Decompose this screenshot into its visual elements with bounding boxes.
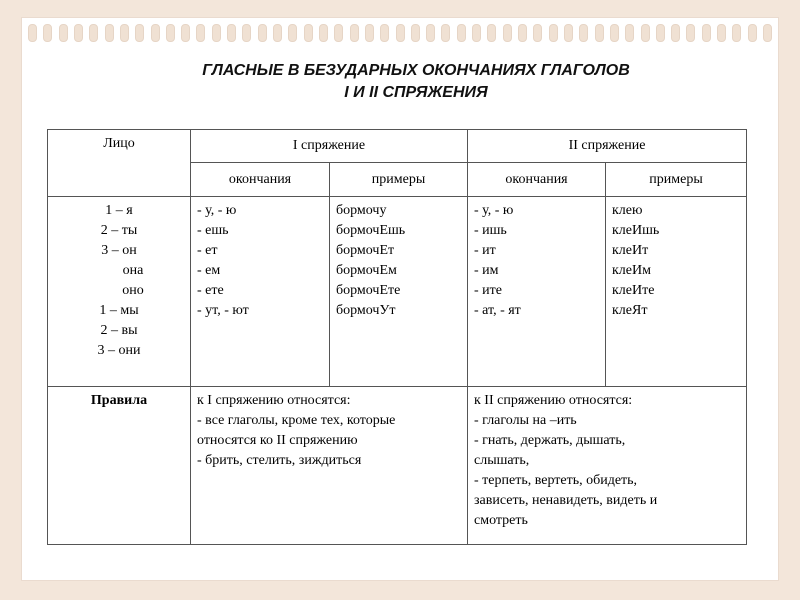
ending-item: - ит xyxy=(474,243,496,258)
header-endings-2: окончания xyxy=(468,163,606,197)
ending-item: - ут, - ют xyxy=(197,303,249,318)
title-line-1: ГЛАСНЫЕ В БЕЗУДАРНЫХ ОКОНЧАНИЯХ ГЛАГОЛОВ xyxy=(202,62,630,79)
conj1-endings-cell xyxy=(191,197,330,387)
rules-label: Правила xyxy=(48,387,191,545)
person-item: 1 – мы xyxy=(99,303,139,318)
example-item: бормочЕшь xyxy=(336,223,406,238)
example-item: бормочУт xyxy=(336,303,396,318)
persons-cell xyxy=(48,197,191,387)
conj1-examples-cell xyxy=(330,197,468,387)
person-item: 2 – ты xyxy=(100,223,138,238)
conj2-endings-cell xyxy=(468,197,606,387)
rule-line: к I спряжению относятся: xyxy=(197,393,351,408)
header-conj1: I спряжение xyxy=(191,130,468,163)
person-item: 2 – вы xyxy=(100,323,138,338)
header-examples-1: примеры xyxy=(330,163,468,197)
person-item: 3 – они xyxy=(97,343,141,358)
rule-line: к II спряжению относятся: xyxy=(474,393,633,408)
example-item: клеЯт xyxy=(612,303,648,318)
rule-line: смотреть xyxy=(474,513,528,528)
person-item: оно xyxy=(122,283,144,298)
ending-item: - ете xyxy=(197,283,224,298)
example-item: клеИт xyxy=(612,243,649,258)
ending-item: - ет xyxy=(197,243,218,258)
ending-item: - у, - ю xyxy=(197,203,237,218)
example-item: бормочЕте xyxy=(336,283,401,298)
ending-item: - ат, - ят xyxy=(474,303,521,318)
example-item: клеИм xyxy=(612,263,651,278)
page-title xyxy=(0,60,800,104)
person-item: 1 – я xyxy=(105,203,133,218)
ending-item: - у, - ю xyxy=(474,203,514,218)
rules-conj1-cell xyxy=(191,387,468,545)
rule-line: - все глаголы, кроме тех, которые xyxy=(197,413,396,428)
header-conj2: II спряжение xyxy=(468,130,747,163)
title-line-2: I И II СПРЯЖЕНИЯ xyxy=(344,84,488,101)
ending-item: - им xyxy=(474,263,499,278)
example-item: клею xyxy=(612,203,643,218)
header-person: Лицо xyxy=(48,130,191,197)
rule-line: - глаголы на –ить xyxy=(474,413,577,428)
example-item: бормочу xyxy=(336,203,387,218)
ending-item: - ем xyxy=(197,263,221,278)
example-item: бормочЕм xyxy=(336,263,397,278)
person-item: 3 – он xyxy=(101,243,137,258)
rule-line: - гнать, держать, дышать, xyxy=(474,433,626,448)
example-item: клеИшь xyxy=(612,223,660,238)
rule-line: относятся ко II спряжению xyxy=(197,433,358,448)
example-item: бормочЕт xyxy=(336,243,395,258)
example-item: клеИте xyxy=(612,283,655,298)
rule-line: зависеть, ненавидеть, видеть и xyxy=(474,493,658,508)
rules-conj2-cell xyxy=(468,387,747,545)
header-endings-1: окончания xyxy=(191,163,330,197)
rule-line: - терпеть, вертеть, обидеть, xyxy=(474,473,638,488)
ending-item: - ешь xyxy=(197,223,229,238)
header-examples-2: примеры xyxy=(606,163,747,197)
rule-line: - брить, стелить, зиждиться xyxy=(197,453,362,468)
ending-item: - ишь xyxy=(474,223,507,238)
ending-item: - ите xyxy=(474,283,502,298)
binder-holes xyxy=(28,24,772,42)
conj2-examples-cell xyxy=(606,197,747,387)
conjugation-table xyxy=(47,129,747,545)
rule-line: слышать, xyxy=(474,453,530,468)
person-item: она xyxy=(122,263,144,278)
